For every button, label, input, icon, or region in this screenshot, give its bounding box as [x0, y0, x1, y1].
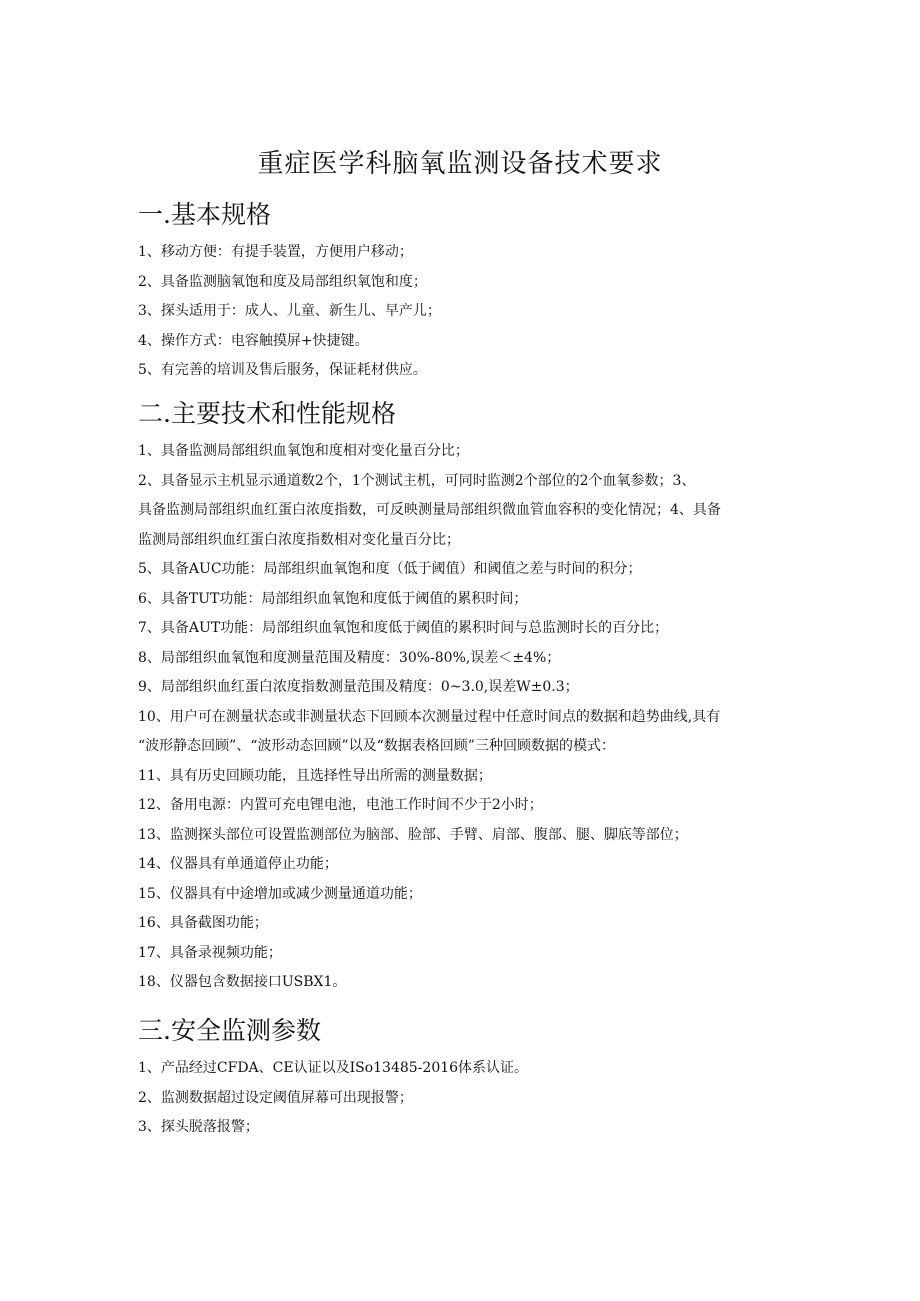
section-technical-specs: [138, 397, 788, 998]
list-item: 4、操作方式：电容触摸屏+快捷键。: [138, 332, 369, 349]
list-item: 9、局部组织血红蛋白浓度指数测量范围及精度：0~3.0,误差W±0.3；: [138, 679, 579, 695]
list-item: 3、探头脱落报警；: [138, 1119, 259, 1135]
list-item: 2、具备显示主机显示通道数2个，1个测试主机，可同时监测2个部位的2个血氧参数；3、: [138, 472, 696, 489]
list-item: 11、具有历史回顾功能，且选择性导出所需的测量数据；: [138, 767, 492, 784]
list-item: 18、仪器包含数据接口USBX1。: [138, 974, 347, 990]
list-item: 10、用户可在测量状态或非测量状态下回顾本次测量过程中任意时间点的数据和趋势曲线,具有: [138, 708, 721, 725]
list-item: 5、具备AUC功能：局部组织血氧饱和度（低于阈值）和阈值之差与时间的积分；: [138, 561, 642, 577]
list-item: 1、移动方便：有提手装置，方便用户移动；: [138, 244, 413, 260]
section-basic-specs: [138, 198, 788, 386]
list-item: 2、监测数据超过设定阈值屏幕可出现报警；: [138, 1089, 413, 1106]
list-item: 6、具备TUT功能：局部组织血氧饱和度低于阈值的累积时间；: [138, 590, 528, 607]
list-item: 16、具备截图功能；: [138, 915, 268, 931]
list-item: 1、具备监测局部组织血氧饱和度相对变化量百分比；: [138, 443, 469, 459]
list-item: 5、有完善的培训及售后服务，保证耗材供应。: [138, 362, 427, 378]
list-item: 13、监测探头部位可设置监测部位为脑部、脸部、手臂、肩部、腹部、腿、脚底等部位；: [138, 826, 688, 843]
list-item: 3、探头适用于：成人、儿童、新生儿、早产儿；: [138, 303, 441, 319]
list-item: 2、具备监测脑氧饱和度及局部组织氧饱和度；: [138, 273, 427, 290]
list-item: 7、具备AUT功能：局部组织血氧饱和度低于阈值的累积时间与总监测时长的百分比；: [138, 620, 669, 636]
list-item: 14、仪器具有单通道停止功能；: [138, 856, 338, 872]
document-title: 重症医学科脑氧监测设备技术要求: [257, 149, 663, 179]
list-item: 监测局部组织血红蛋白浓度指数相对变化量百分比；: [138, 531, 460, 548]
section-safety-params: [138, 1014, 788, 1143]
list-item: 12、备用电源：内置可充电锂电池，电池工作时间不少于2小时；: [138, 797, 543, 813]
list-item: 15、仪器具有中途增加或减少测量通道功能；: [138, 885, 422, 902]
list-item: 1、产品经过CFDA、CE认证以及ISo13485-2016体系认证。: [138, 1060, 529, 1076]
section-heading: 二.主要技术和性能规格: [138, 399, 396, 428]
section-heading: 三.安全监测参数: [138, 1016, 321, 1045]
list-item: 具备监测局部组织血红蛋白浓度指数，可反映测量局部组织微血管血容积的变化情况；4、具备: [138, 502, 721, 518]
list-item: 8、局部组织血氧饱和度测量范围及精度：30%-80%,误差＜±4%；: [138, 649, 561, 666]
list-item: 17、具备录视频功能；: [138, 944, 282, 961]
section-heading: 一.基本规格: [138, 200, 271, 229]
list-item: “波形静态回顾”、“波形动态回顾”以及“数据表格回顾”三种回顾数据的模式：: [138, 738, 615, 754]
